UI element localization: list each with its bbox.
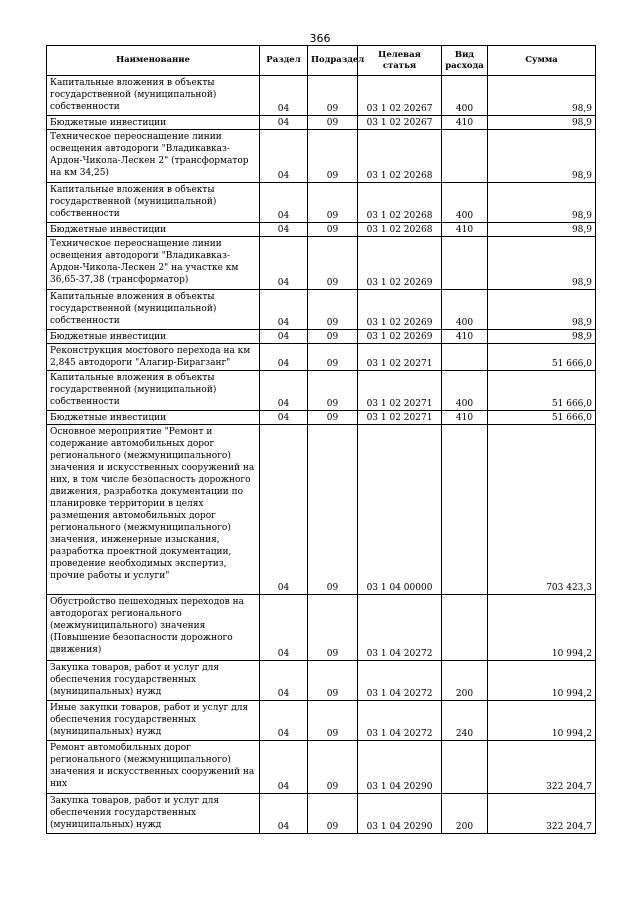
- table-row: [47, 794, 596, 834]
- table-row: [47, 130, 596, 183]
- cell-name: Иные закупки товаров, работ и услуг для обеспечения государственных (муниципальных) нужд: [47, 701, 260, 741]
- cell-summa: 98,9: [488, 116, 596, 130]
- cell-statia: 03 1 04 20272: [358, 661, 442, 701]
- table-row: [47, 741, 596, 794]
- cell-podrazdel: 09: [308, 371, 358, 411]
- cell-razdel: 04: [260, 116, 308, 130]
- cell-name: Реконструкция мостового перехода на км 2,845 автодороги "Алагир-Бирагзанг": [47, 344, 260, 371]
- table-row: [47, 371, 596, 411]
- cell-podrazdel: 09: [308, 411, 358, 425]
- cell-name: Капитальные вложения в объекты государственной (муниципальной) собственности: [47, 371, 260, 411]
- cell-podrazdel: 09: [308, 237, 358, 290]
- cell-razdel: 04: [260, 183, 308, 223]
- table-row: [47, 701, 596, 741]
- cell-podrazdel: 09: [308, 344, 358, 371]
- cell-vid: [442, 237, 488, 290]
- cell-podrazdel: 09: [308, 223, 358, 237]
- cell-razdel: 04: [260, 741, 308, 794]
- header-razdel: Раздел: [260, 46, 308, 76]
- cell-vid: [442, 344, 488, 371]
- cell-summa: 98,9: [488, 76, 596, 116]
- cell-statia: 03 1 02 20271: [358, 411, 442, 425]
- cell-podrazdel: 09: [308, 701, 358, 741]
- cell-vid: [442, 741, 488, 794]
- budget-table: [46, 45, 596, 834]
- header-podrazdel: Подраздел: [308, 46, 358, 76]
- cell-razdel: 04: [260, 290, 308, 330]
- cell-razdel: 04: [260, 425, 308, 595]
- cell-razdel: 04: [260, 344, 308, 371]
- cell-vid: [442, 425, 488, 595]
- cell-razdel: 04: [260, 237, 308, 290]
- cell-name: Бюджетные инвестиции: [47, 411, 260, 425]
- cell-summa: 10 994,2: [488, 701, 596, 741]
- cell-podrazdel: 09: [308, 741, 358, 794]
- cell-statia: 03 1 02 20267: [358, 76, 442, 116]
- cell-vid: 400: [442, 371, 488, 411]
- cell-vid: 410: [442, 330, 488, 344]
- cell-statia: 03 1 04 20272: [358, 701, 442, 741]
- table-row: [47, 183, 596, 223]
- cell-statia: 03 1 02 20267: [358, 116, 442, 130]
- cell-name: Техническое переоснащение линии освещения автодороги "Владикавказ-Ардон-Чикола-Лескен 2" (трансформатор на км 34,25): [47, 130, 260, 183]
- cell-summa: 10 994,2: [488, 661, 596, 701]
- table-row: [47, 595, 596, 661]
- cell-razdel: 04: [260, 371, 308, 411]
- cell-vid: 200: [442, 661, 488, 701]
- cell-name: Обустройство пешеходных переходов на автодорогах регионального (межмуниципального) значения (Повышение безопасности дорожного движения): [47, 595, 260, 661]
- cell-summa: 98,9: [488, 130, 596, 183]
- table-row: [47, 76, 596, 116]
- cell-summa: 51 666,0: [488, 411, 596, 425]
- cell-podrazdel: 09: [308, 76, 358, 116]
- cell-name: Бюджетные инвестиции: [47, 330, 260, 344]
- cell-vid: 410: [442, 223, 488, 237]
- cell-name: Основное мероприятие "Ремонт и содержание автомобильных дорог регионального (межмуниципального) значения и искусственных сооружений на них, в том числе безопасность дорожного движения, разработка документации по планировке территории в целях размещения автомобильных дорог регионального (межмуниципального) значения, инженерные изыскания, разработка проектной документации, проведение необходимых экспертиз, прочие работы и услуги": [47, 425, 260, 595]
- header-summa: Сумма: [488, 46, 596, 76]
- cell-podrazdel: 09: [308, 130, 358, 183]
- cell-statia: 03 1 04 00000: [358, 425, 442, 595]
- cell-vid: 200: [442, 794, 488, 834]
- cell-podrazdel: 09: [308, 183, 358, 223]
- table-header-row: [47, 46, 596, 76]
- cell-name: Закупка товаров, работ и услуг для обеспечения государственных (муниципальных) нужд: [47, 794, 260, 834]
- cell-podrazdel: 09: [308, 595, 358, 661]
- cell-name: Техническое переоснащение линии освещения автодороги "Владикавказ-Ардон-Чикола-Лескен 2" на участке км 36,65-37,38 (трансформатор): [47, 237, 260, 290]
- cell-summa: 703 423,3: [488, 425, 596, 595]
- cell-summa: 51 666,0: [488, 344, 596, 371]
- cell-razdel: 04: [260, 661, 308, 701]
- cell-podrazdel: 09: [308, 661, 358, 701]
- cell-statia: 03 1 02 20271: [358, 344, 442, 371]
- cell-podrazdel: 09: [308, 794, 358, 834]
- table-row: [47, 223, 596, 237]
- cell-summa: 98,9: [488, 330, 596, 344]
- cell-vid: 400: [442, 183, 488, 223]
- cell-name: Бюджетные инвестиции: [47, 116, 260, 130]
- cell-name: Ремонт автомобильных дорог регионального (межмуниципального) значения и искусственных сооружений на них: [47, 741, 260, 794]
- table-row: [47, 237, 596, 290]
- cell-statia: 03 1 02 20268: [358, 130, 442, 183]
- header-name: Наименование: [47, 46, 260, 76]
- cell-vid: 410: [442, 411, 488, 425]
- cell-vid: 240: [442, 701, 488, 741]
- cell-vid: 400: [442, 290, 488, 330]
- cell-statia: 03 1 02 20269: [358, 237, 442, 290]
- cell-podrazdel: 09: [308, 425, 358, 595]
- header-vid: Вид расхода: [442, 46, 488, 76]
- table-row: [47, 344, 596, 371]
- cell-vid: 400: [442, 76, 488, 116]
- cell-summa: 10 994,2: [488, 595, 596, 661]
- cell-razdel: 04: [260, 595, 308, 661]
- table-row: [47, 411, 596, 425]
- cell-statia: 03 1 04 20272: [358, 595, 442, 661]
- cell-summa: 98,9: [488, 290, 596, 330]
- cell-statia: 03 1 02 20271: [358, 371, 442, 411]
- cell-podrazdel: 09: [308, 290, 358, 330]
- cell-name: Закупка товаров, работ и услуг для обеспечения государственных (муниципальных) нужд: [47, 661, 260, 701]
- cell-summa: 98,9: [488, 223, 596, 237]
- cell-razdel: 04: [260, 701, 308, 741]
- cell-name: Капитальные вложения в объекты государственной (муниципальной) собственности: [47, 76, 260, 116]
- page-number: 366: [309, 32, 331, 45]
- cell-razdel: 04: [260, 794, 308, 834]
- cell-statia: 03 1 02 20268: [358, 223, 442, 237]
- cell-vid: 410: [442, 116, 488, 130]
- header-statia: Целевая статья: [358, 46, 442, 76]
- cell-razdel: 04: [260, 76, 308, 116]
- cell-podrazdel: 09: [308, 116, 358, 130]
- table-body: [47, 76, 596, 834]
- cell-razdel: 04: [260, 411, 308, 425]
- cell-summa: 98,9: [488, 183, 596, 223]
- table-row: [47, 661, 596, 701]
- cell-statia: 03 1 02 20269: [358, 330, 442, 344]
- cell-statia: 03 1 04 20290: [358, 741, 442, 794]
- cell-razdel: 04: [260, 223, 308, 237]
- table-row: [47, 290, 596, 330]
- cell-name: Капитальные вложения в объекты государственной (муниципальной) собственности: [47, 290, 260, 330]
- cell-name: Капитальные вложения в объекты государственной (муниципальной) собственности: [47, 183, 260, 223]
- cell-razdel: 04: [260, 130, 308, 183]
- cell-summa: 322 204,7: [488, 741, 596, 794]
- cell-name: Бюджетные инвестиции: [47, 223, 260, 237]
- cell-vid: [442, 595, 488, 661]
- table-row: [47, 116, 596, 130]
- cell-summa: 98,9: [488, 237, 596, 290]
- cell-podrazdel: 09: [308, 330, 358, 344]
- cell-statia: 03 1 02 20268: [358, 183, 442, 223]
- cell-statia: 03 1 02 20269: [358, 290, 442, 330]
- cell-razdel: 04: [260, 330, 308, 344]
- cell-summa: 51 666,0: [488, 371, 596, 411]
- table-row: [47, 330, 596, 344]
- cell-summa: 322 204,7: [488, 794, 596, 834]
- table-row: [47, 425, 596, 595]
- cell-statia: 03 1 04 20290: [358, 794, 442, 834]
- cell-vid: [442, 130, 488, 183]
